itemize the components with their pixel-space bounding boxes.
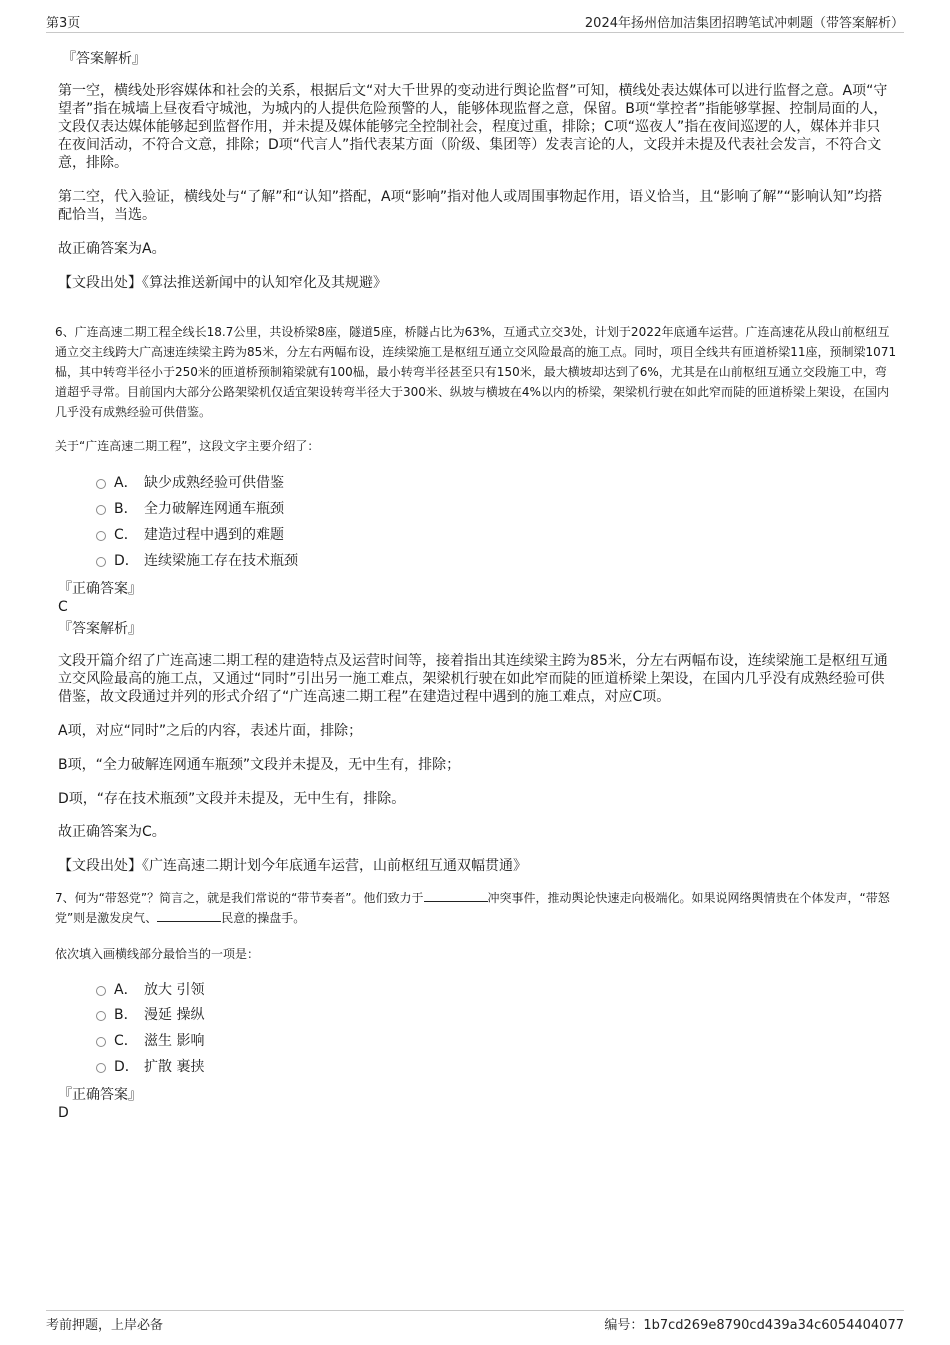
q7-question: 依次填入画横线部分最恰当的一项是： (55, 947, 260, 961)
option-letter: D． (114, 1059, 139, 1075)
option-letter: B． (114, 1007, 138, 1023)
q7-stem (55, 888, 897, 928)
radio-button-icon[interactable] (96, 1037, 106, 1047)
q6-a-note: A项，对应“同时”之后的内容，表述片面，排除； (58, 723, 363, 739)
radio-button-icon[interactable] (96, 531, 106, 541)
q5-analysis-para2: 第二空，代入验证，横线处与“了解”和“认知”搭配，A项“影响”指对他人或周围事物起作用，语义恰当，且“影响了解”“影响认知”均搭配恰当，当选。 (58, 189, 883, 223)
footer-code-value: 1b7cd269e8790cd439a34c6054404077 (643, 1318, 904, 1333)
option-letter: D． (114, 553, 139, 569)
radio-button-icon[interactable] (96, 1011, 106, 1021)
option-letter: B． (114, 501, 138, 517)
q5-conclusion: 故正确答案为A。 (58, 241, 166, 257)
radio-button-icon[interactable] (96, 505, 106, 515)
page-footer (46, 1310, 904, 1333)
option-text: 全力破解连网通车瓶颈 (144, 501, 284, 517)
fill-blank-2 (157, 909, 221, 922)
fill-blank-1 (424, 889, 488, 902)
q7-stem-part2: 冲突事件，推动舆论快速走向极端化。如果说网络舆情贵在个体发声，“带怒党”则是激发戾气、 (55, 891, 890, 925)
option-text: 滋生 影响 (144, 1033, 205, 1049)
option-text: 放大 引领 (144, 982, 205, 998)
q6-option-b[interactable] (96, 498, 284, 518)
q7-option-d[interactable] (96, 1056, 204, 1076)
q7-option-a[interactable] (96, 979, 204, 999)
q6-question: 关于“广连高速二期工程”，这段文字主要介绍了： (55, 439, 320, 453)
footer-slogan: 考前押题，上岸必备 (46, 1318, 164, 1333)
q6-option-d[interactable] (96, 550, 298, 570)
q6-answer: C (58, 599, 68, 615)
page-number: 第3页 (46, 16, 81, 31)
radio-button-icon[interactable] (96, 479, 106, 489)
option-text: 扩散 裹挟 (144, 1059, 205, 1075)
q6-option-c[interactable] (96, 524, 284, 544)
q5-source: 【文段出处】《算法推送新闻中的认知窄化及其规避》 (58, 275, 387, 291)
q6-option-a[interactable] (96, 472, 284, 492)
option-letter: A． (114, 475, 138, 491)
q7-answer-label: 『正确答案』 (58, 1087, 142, 1103)
page-header (46, 12, 904, 33)
option-text: 缺少成熟经验可供借鉴 (144, 475, 284, 491)
q5-analysis-para1: 第一空，横线处形容媒体和社会的关系，根据后文“对大千世界的变动进行舆论监督”可知，横线处表达媒体可以进行监督之意。A项“守望者”指在城墙上昼夜看守城池，为城内的人提供危险预警的人，能够体现监督之意，保留。B项“掌控者”指能够掌握、控制局面的人，文段仅表达媒体能够起到监督作用，并未提及媒体能够完全控制社会，程度过重，排除；C项“巡夜人”指在夜间巡逻的人，媒体并非只在夜间活动，不符合文意，排除；D项“代言人”指代表某方面（阶级、集团等）发表言论的人，文段并未提及代表社会发言，不符合文意，排除。 (58, 83, 888, 171)
q7-option-c[interactable] (96, 1030, 204, 1050)
option-letter: C． (114, 1033, 138, 1049)
q6-b-note: B项，“全力破解连网通车瓶颈”文段并未提及，无中生有，排除； (58, 757, 461, 773)
q7-stem-part1: 7、何为“带怒党”？简言之，就是我们常说的“带节奏者”。他们致力于 (55, 891, 424, 905)
q6-conclusion: 故正确答案为C。 (58, 824, 166, 840)
q7-stem-part3: 民意的操盘手。 (221, 911, 306, 925)
q6-analysis-label: 『答案解析』 (58, 621, 142, 637)
q6-answer-label: 『正确答案』 (58, 581, 142, 597)
option-text: 漫延 操纵 (144, 1007, 205, 1023)
option-letter: A． (114, 982, 138, 998)
footer-code (604, 1314, 904, 1333)
q6-analysis: 文段开篇介绍了广连高速二期工程的建造特点及运营时间等，接着指出其连续梁主跨为85米，分左右两幅布设，连续梁施工是枢纽互通立交风险最高的施工点，又通过“同时”引出另一施工难点，架梁机行驶在如此窄而陡的匝道桥梁上架设，在国内几乎没有成熟经验可供借鉴，故文段通过并列的形式介绍了“广连高速二期工程”在建造过程中遇到的施工难点，对应C项。 (58, 653, 888, 705)
document-title: 2024年扬州倍加洁集团招聘笔试冲刺题（带答案解析） (584, 16, 904, 31)
option-text: 建造过程中遇到的难题 (144, 527, 284, 543)
footer-code-label: 编号： (604, 1318, 644, 1333)
q5-analysis-label: 『答案解析』 (62, 51, 146, 67)
radio-button-icon[interactable] (96, 1063, 106, 1073)
radio-button-icon[interactable] (96, 986, 106, 996)
q6-d-note: D项，“存在技术瓶颈”文段并未提及，无中生有，排除。 (58, 791, 406, 807)
option-letter: C． (114, 527, 138, 543)
q7-option-b[interactable] (96, 1004, 204, 1024)
q7-answer: D (58, 1105, 69, 1121)
q6-source: 【文段出处】《广连高速二期计划今年底通车运营，山前枢纽互通双幅贯通》 (58, 858, 527, 874)
q6-stem: 6、广连高速二期工程全线长18.7公里，共设桥梁8座，隧道5座，桥隧占比为63%，互通式立交3处，计划于2022年底通车运营。广连高速花从段山前枢纽互通立交主线跨大广高速连续梁主跨为85米，分左右两幅布设，连续梁施工是枢纽互通立交风险最高的施工点。同时，项目全线共有匝道桥梁11座，预制梁1071榀，其中转弯半径小于250米的匝道桥预制箱梁就有100榀，最小转弯半径甚至只有150米，最大横坡却达到了6%，尤其是在山前枢纽互通立交段施工中，弯道超乎寻常。目前国内大部分公路架梁机仅适宜架设转弯半径大于300米、纵坡与横坡在4%以内的桥梁，架梁机行驶在如此窄而陡的匝道桥梁上架设，在国内几乎没有成熟经验可供借鉴。 (55, 325, 897, 419)
radio-button-icon[interactable] (96, 557, 106, 567)
option-text: 连续梁施工存在技术瓶颈 (144, 553, 298, 569)
